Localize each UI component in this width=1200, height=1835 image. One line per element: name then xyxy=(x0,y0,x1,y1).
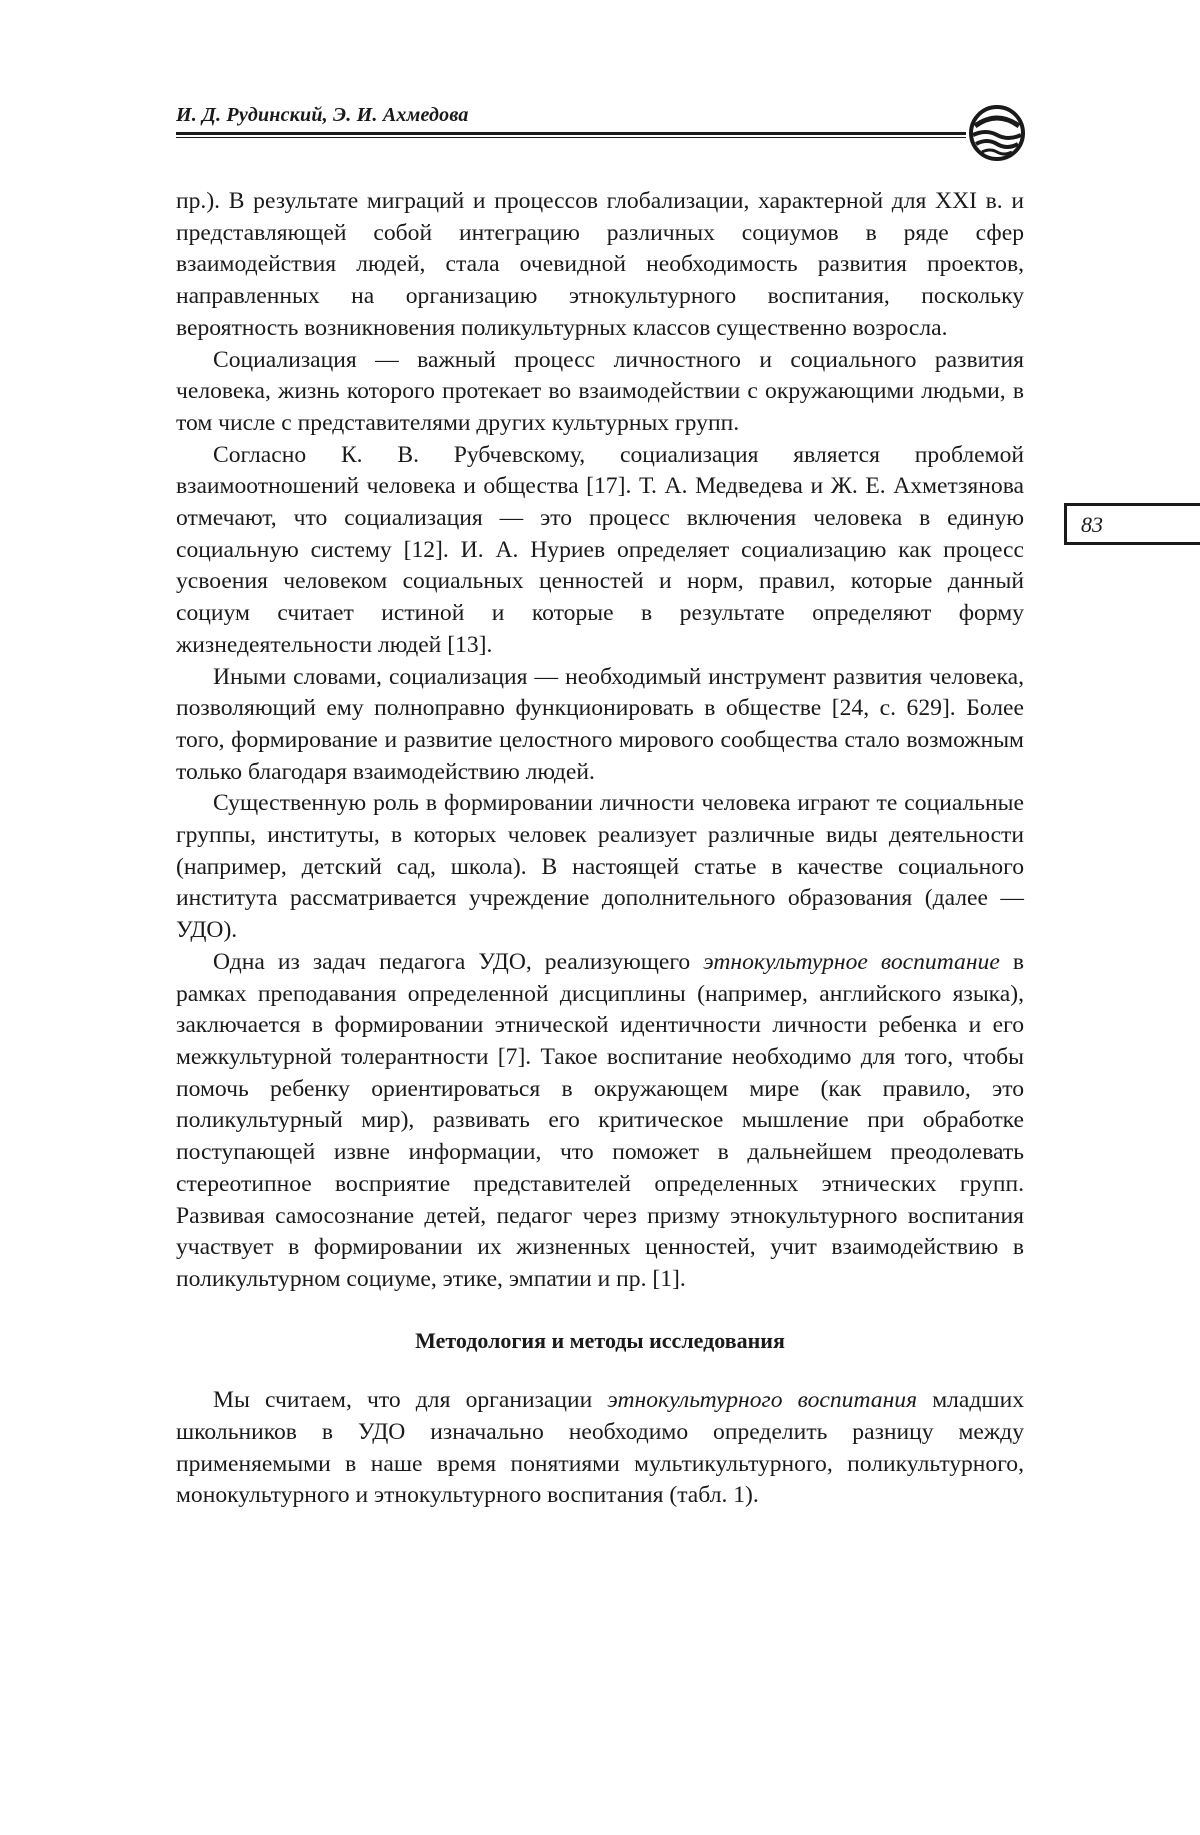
paragraph-7-end: младших школьников в УДО изначально необходимо определить разницу между применяемыми в наше время понятиями мультикультурного, поликультурного, монокультурного и этнокультурного воспитания (табл. 1). xyxy=(176,1387,1024,1509)
paragraph-1: пр.). В результате миграций и процессов глобализации, характерной для XXI в. и представляющей собой интеграцию различных социумов в ряде сфер взаимодействия людей, стала очевидной необходимость развития проектов, направленных на организацию этнокультурного воспитания, поскольку вероятность возникновения поликультурных классов существенно возросла. xyxy=(176,188,1024,341)
paragraph-4: Иными словами, социализация — необходимый инструмент развития человека, позволяющий ему полноправно функционировать в обществе [24, с. 629]. Более того, формирование и развитие целостного мирового сообщества стало возможным только благодаря взаимодействию людей. xyxy=(176,663,1024,785)
running-head-authors: И. Д. Рудинский, Э. И. Ахмедова xyxy=(176,104,469,126)
body-text xyxy=(176,186,1024,1512)
paragraph-3: Согласно К. В. Рубчевскому, социализация является проблемой взаимоотношений человека и общества [17]. Т. А. Медведева и Ж. Е. Ахметзянова отмечают, что социализация — это процесс включения человека в единую социальную систему [12]. И. А. Нуриев определяет социализацию как процесс усвоения человеком социальных ценностей и норм, правил, которые данный социум считает истиной и которые в результате определяют форму жизнедеятельности людей [13]. xyxy=(176,441,1024,658)
paragraph-2: Социализация — важный процесс личностного и социального развития человека, жизнь которого протекает во взаимодействии с окружающими людьми, в том числе с представителями других культурных групп. xyxy=(176,346,1024,436)
paragraph-6 xyxy=(176,947,1024,1296)
paragraph-7-italic-term: этнокультурного воспитания xyxy=(607,1387,918,1414)
page-number-tab xyxy=(1064,503,1200,545)
paragraph-5: Существенную роль в формировании личности человека играют те социальные группы, институты, в которых человек реализует различные виды деятельности (например, детский сад, школа). В настоящей статье в качестве социального института рассматривается учреждение дополнительного образования (далее — УДО). xyxy=(176,790,1024,944)
header-rule-thin xyxy=(176,137,966,138)
section-heading: Методология и методы исследования xyxy=(415,1327,785,1353)
paragraph-6-end: в рамках преподавания определенной дисциплины (например, английского языка), заключается в формировании этнической идентичности личности ребенка и его межкультурной толерантности [7]. Такое воспитание необходимо для того, чтобы помочь ребенку ориентироваться в окружающем мире (как правило, это поликультурный мир), развивать его критическое мышление при обработке поступающей извне информации, что поможет в дальнейшем преодолевать стереотипное восприятие представителей определенных этнических групп. Развивая самосознание детей, педагог через призму этнокультурного воспитания участвует в формировании их жизненных ценностей, учит взаимодействию в поликультурном социуме, этике, эмпатии и пр. [1]. xyxy=(176,948,1024,1292)
header-rule xyxy=(176,132,966,139)
paragraph-6-italic-term: этнокультурное воспитание xyxy=(703,948,1000,975)
journal-logo-icon xyxy=(966,104,1028,162)
header-rule-thick xyxy=(176,132,966,135)
page-number: 83 xyxy=(1081,512,1103,537)
paragraph-7-start: Мы считаем, что для организации xyxy=(213,1387,608,1414)
paragraph-6-start: Одна из задач педагога УДО, реализующего xyxy=(213,948,704,975)
paragraph-7 xyxy=(176,1385,1024,1512)
